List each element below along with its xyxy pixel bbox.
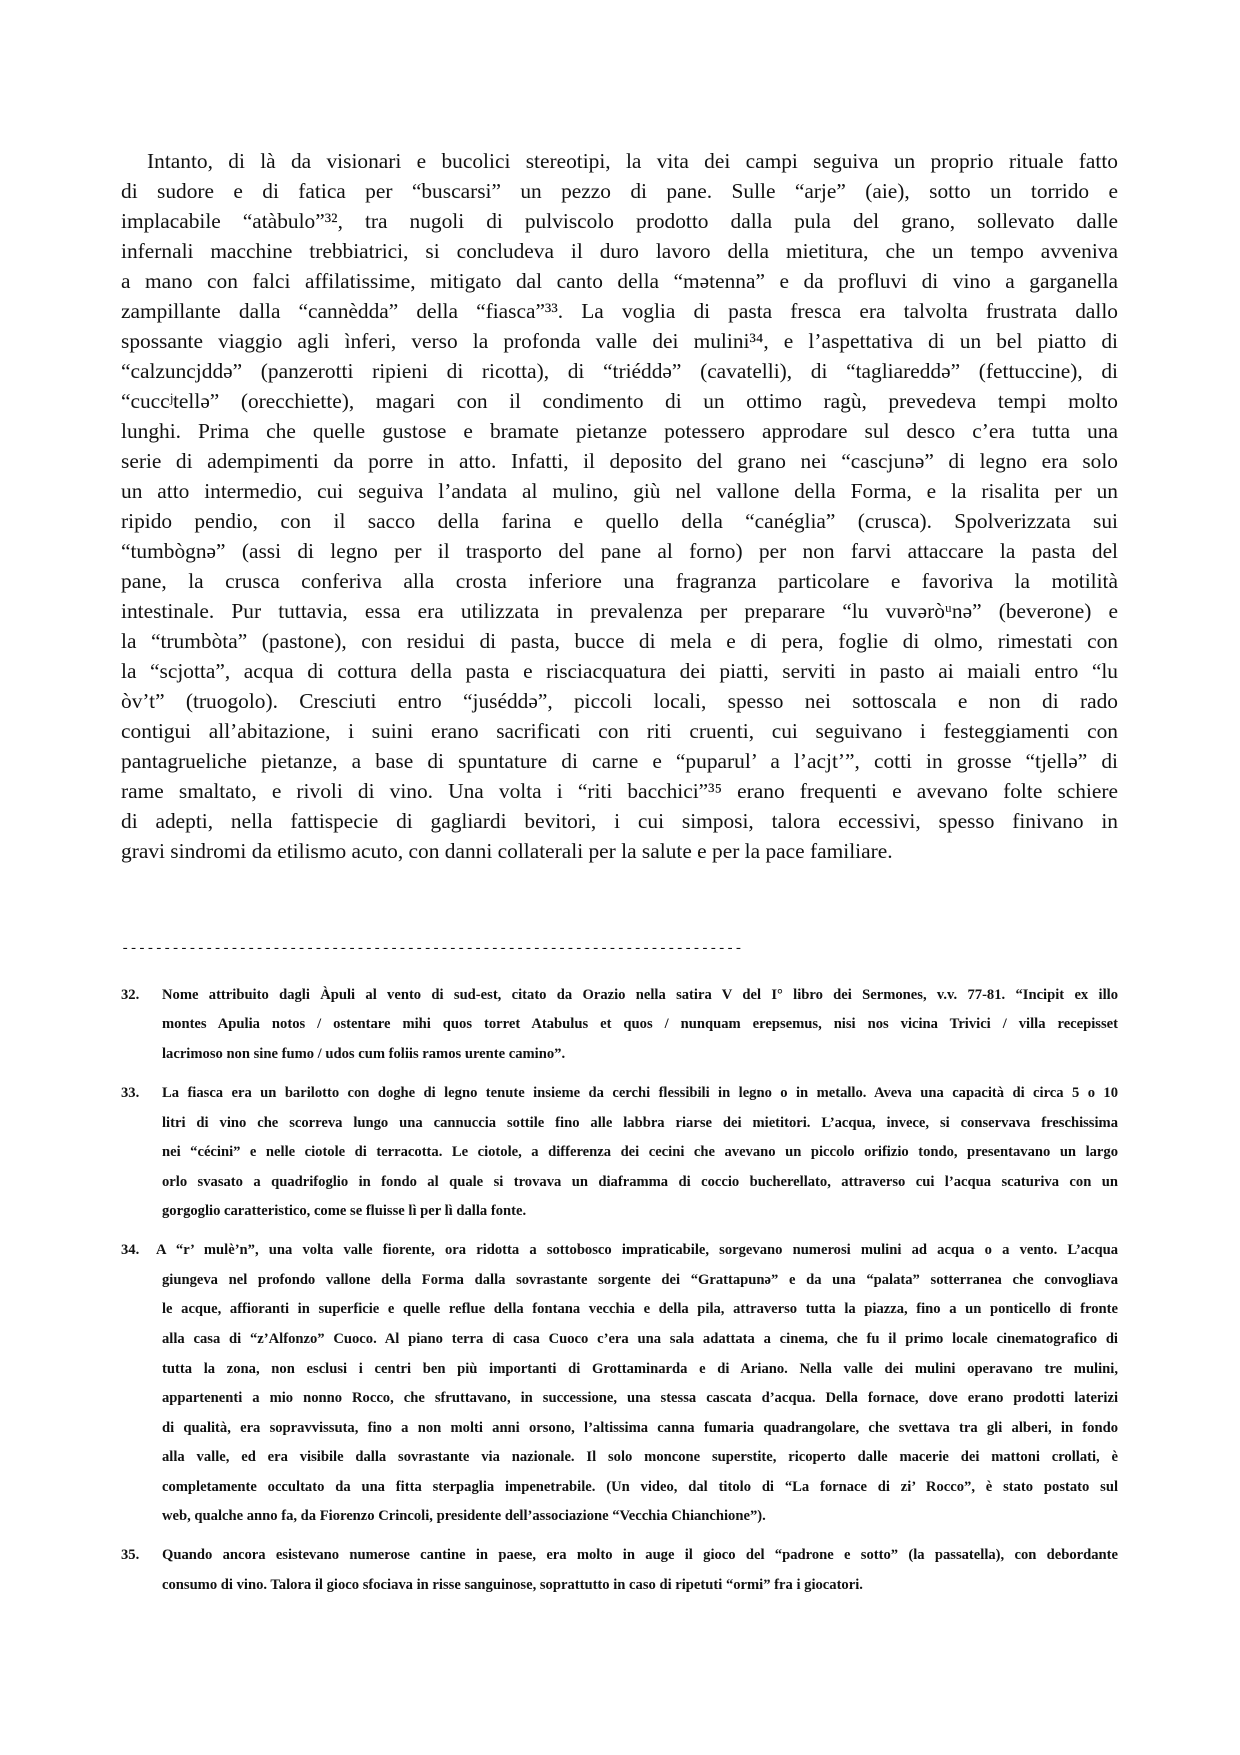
body-line: a mano con falci affilatissime, mitigato dal canto della “mətenna” e da profluvi di vino a garganella bbox=[121, 269, 1118, 293]
body-line: rame smaltato, e rivoli di vino. Una volta i “riti bacchici”³⁵ erano frequenti e avevano folte schiere bbox=[121, 779, 1118, 803]
body-line: zampillante dalla “cannèdda” della “fiasca”³³. La voglia di pasta fresca era talvolta frustrata dallo bbox=[121, 299, 1118, 323]
footnote-line: alla casa di “z’Alfonzo” Cuoco. Al piano terra di casa Cuoco c’era una sala adattata a cinema, che fu il primo locale cinematografico di bbox=[162, 1331, 1118, 1347]
footnote-line: Nome attribuito dagli Àpuli al vento di sud-est, citato da Orazio nella satira V del I° libro dei Sermones, v.v. 77-81. “Incipit ex illo bbox=[162, 987, 1118, 1003]
body-line: un atto intermedio, cui seguiva l’andata al mulino, giù nel vallone della Forma, e la risalita per un bbox=[121, 479, 1118, 503]
footnote-line: lacrimoso non sine fumo / udos cum foliis ramos urente camino”. bbox=[162, 1046, 566, 1062]
body-line: Intanto, di là da visionari e bucolici stereotipi, la vita dei campi seguiva un proprio rituale fatto bbox=[147, 149, 1118, 173]
footnote-line: alla valle, ed era visibile dalla sovrastante via nazionale. Il solo moncone superstite, ricoperto dalle macerie dei mattoni crollati, è bbox=[162, 1449, 1118, 1465]
body-line: di sudore e di fatica per “buscarsi” un pezzo di pane. Sulle “arje” (aie), sotto un torrido e bbox=[121, 179, 1118, 203]
footnote-line: nei “cécini” e nelle ciotole di terracotta. Le ciotole, a differenza dei cecini che avevano un piccolo orifizio tondo, presentavano un largo bbox=[162, 1144, 1118, 1160]
body-line: òv’t” (truogolo). Cresciuti entro “juséddə”, piccoli locali, spesso nei sottoscala e non di rado bbox=[121, 689, 1118, 713]
footnote-line: di qualità, era sopravvissuta, fino a non molti anni orsono, l’altissima canna fumaria quadrangolare, che svettava tra gli alberi, in fondo bbox=[162, 1420, 1118, 1436]
body-line: lunghi. Prima che quelle gustose e bramate pietanze potessero approdare sul desco c’era tutta una bbox=[121, 419, 1118, 443]
footnote-line: tutta la zona, non esclusi i centri ben più importanti di Grottaminarda e di Ariano. Nella valle dei mulini operavano tre mulini, bbox=[162, 1361, 1118, 1377]
footnote-line: litri di vino che scorreva lungo una cannuccia sottile fino alle labbra riarse dei mietitori. L’acqua, invece, si conservava freschissima bbox=[162, 1115, 1118, 1131]
footnote-line: A “r’ mulè’n”, una volta valle fiorente, ora ridotta a sottobosco impraticabile, sorgevano numerosi mulini ad acqua o a vento. L’acqua bbox=[156, 1242, 1118, 1258]
footnote-number: 33. bbox=[121, 1085, 140, 1101]
body-line-last: gravi sindromi da etilismo acuto, con danni collaterali per la salute e per la pace familiare. bbox=[121, 839, 893, 863]
body-line: spossante viaggio agli ìnferi, verso la profonda valle dei mulini³⁴, e l’aspettativa di un bel piatto di bbox=[121, 329, 1118, 353]
footnote-number: 32. bbox=[121, 987, 140, 1003]
body-line: infernali macchine trebbiatrici, si concludeva il duro lavoro della mietitura, che un tempo avveniva bbox=[121, 239, 1118, 263]
body-line: la “trumbòta” (pastone), con residui di pasta, bucce di mela e di pera, foglie di olmo, rimestati con bbox=[121, 629, 1118, 653]
body-line: “calzuncjddə” (panzerotti ripieni di ricotta), di “triéddə” (cavatelli), di “tagliareddə” (fettuccine), di bbox=[121, 359, 1118, 383]
footnote-separator: -------------------------------------------------------------------------- bbox=[121, 941, 743, 957]
footnote-line: giungeva nel profondo vallone della Forma dalla sovrastante sorgente dei “Grattapunə” e da una “palata” sotterranea che convogliava bbox=[162, 1272, 1118, 1288]
footnote-line: gorgoglio caratteristico, come se fluisse lì per lì dalla fonte. bbox=[162, 1203, 527, 1219]
footnote-line: Quando ancora esistevano numerose cantine in paese, era molto in auge il gioco del “padrone e sotto” (la passatella), con debordante bbox=[162, 1547, 1118, 1563]
body-line: di adepti, nella fattispecie di gagliardi bevitori, i cui simposi, talora eccessivi, spesso finivano in bbox=[121, 809, 1118, 833]
body-line: ripido pendio, con il sacco della farina e quello della “canéglia” (crusca). Spolverizzata sui bbox=[121, 509, 1118, 533]
footnote-number: 34. bbox=[121, 1242, 140, 1258]
body-line: “cuccʲtellə” (orecchiette), magari con il condimento di un ottimo ragù, prevedeva tempi molto bbox=[121, 389, 1118, 413]
footnote-line: completamente occultato da una fitta sterpaglia impenetrabile. (Un video, dal titolo di “La fornace di zi’ Rocco”, è stato postato sul bbox=[162, 1479, 1118, 1495]
footnote-line: appartenenti a mio nonno Rocco, che sfruttavano, in successione, una stessa cascata d’acqua. Della fornace, dove erano prodotti laterizi bbox=[162, 1390, 1118, 1406]
footnote-line: web, qualche anno fa, da Fiorenzo Crincoli, presidente dell’associazione “Vecchia Chianchione”). bbox=[162, 1508, 766, 1524]
footnote-line: le acque, affioranti in superficie e quelle reflue della fontana vecchia e della pila, attraverso tutta la piazza, fino a un ponticello di fronte bbox=[162, 1301, 1118, 1317]
body-line: la “scjotta”, acqua di cottura della pasta e risciacquatura dei piatti, serviti in pasto ai maiali entro “lu bbox=[121, 659, 1118, 683]
footnote-number: 35. bbox=[121, 1547, 140, 1563]
body-line: pane, la crusca conferiva alla crosta inferiore una fragranza particolare e favoriva la motilità bbox=[121, 569, 1118, 593]
footnote-line: orlo svasato a quadrifoglio in fondo al quale si trovava un diaframma di coccio bucherellato, attraverso cui l’acqua scaturiva con un bbox=[162, 1174, 1118, 1190]
footnote-line: consumo di vino. Talora il gioco sfociava in risse sanguinose, soprattutto in caso di ripetuti “ormi” fra i giocatori. bbox=[162, 1577, 863, 1593]
body-line: serie di adempimenti da porre in atto. Infatti, il deposito del grano nei “cascjunə” di legno era solo bbox=[121, 449, 1118, 473]
footnote-line: La fiasca era un barilotto con doghe di legno tenute insieme da cerchi flessibili in legno o in metallo. Aveva una capacità di circa 5 o 10 bbox=[162, 1085, 1118, 1101]
body-line: pantagrueliche pietanze, a base di spuntature di carne e “puparul’ a l’acjt’”, cotti in grosse “tjellə” di bbox=[121, 749, 1118, 773]
body-line: implacabile “atàbulo”³², tra nugoli di pulviscolo prodotto dalla pula del grano, sollevato dalle bbox=[121, 209, 1118, 233]
footnote-line: montes Apulia notos / ostentare mihi quos torret Atabulus et quos / nunquam erepsemus, nisi nos vicina Trivici / villa recepisset bbox=[162, 1016, 1118, 1032]
body-line: “tumbògnə” (assi di legno per il trasporto del pane al forno) per non farvi attaccare la pasta del bbox=[121, 539, 1118, 563]
body-line: contigui all’abitazione, i suini erano sacrificati con riti cruenti, cui seguivano i festeggiamenti con bbox=[121, 719, 1118, 743]
body-line: intestinale. Pur tuttavia, essa era utilizzata in prevalenza per preparare “lu vuvəròᵘnə” (beverone) e bbox=[121, 599, 1118, 623]
